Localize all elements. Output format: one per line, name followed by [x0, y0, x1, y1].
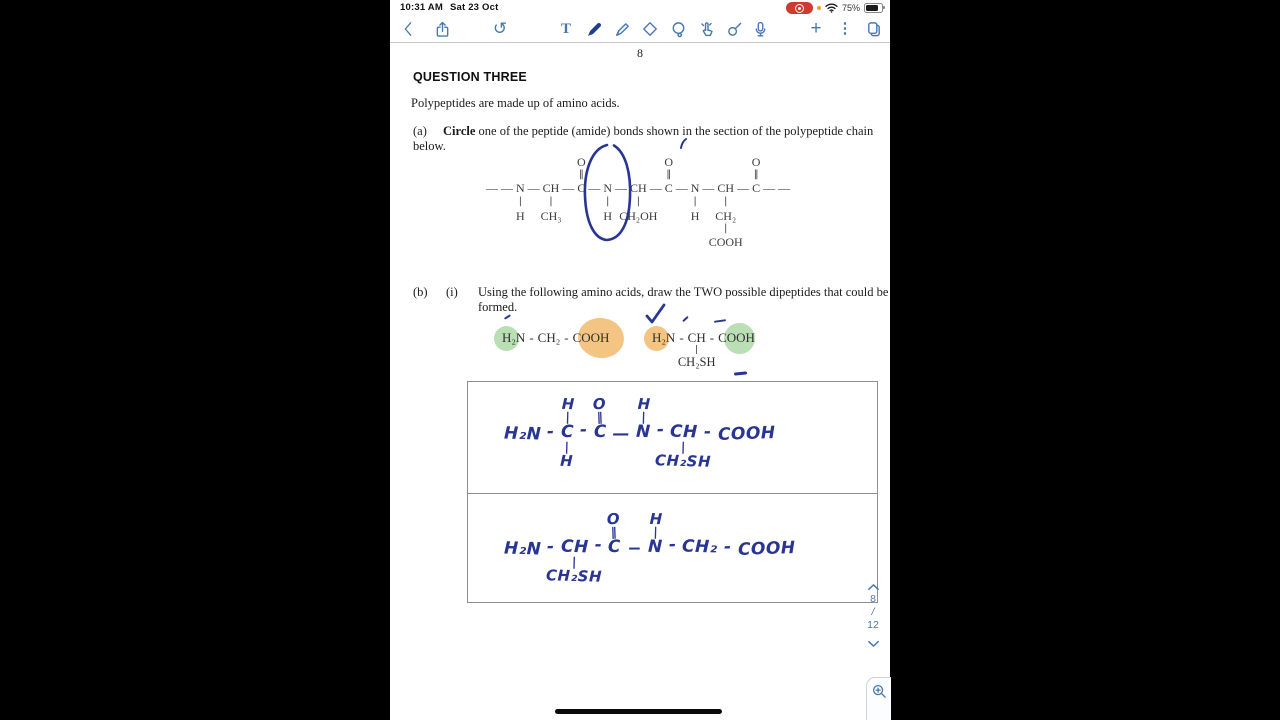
formula-unit	[504, 538, 542, 559]
bond-above: |	[565, 409, 571, 425]
atom-main: —	[501, 181, 513, 195]
atom-above: O	[606, 509, 621, 529]
undo-button[interactable]: ↺	[492, 19, 508, 38]
atom-below: H	[690, 209, 700, 223]
atom-main: N	[516, 181, 525, 195]
atom-below-2: COOH	[708, 235, 743, 249]
bond-below: |	[681, 439, 687, 455]
atom-above: H	[561, 394, 576, 414]
microphone-button[interactable]	[750, 18, 770, 40]
magnifier-plus-icon	[872, 684, 887, 699]
atom-main: —	[486, 181, 498, 195]
formula-unit	[717, 423, 775, 445]
atom-above: H	[637, 394, 651, 414]
formula-unit	[724, 537, 732, 557]
atom-main: —	[615, 181, 628, 195]
amino-acid-2-formula	[652, 330, 755, 369]
part-b-roman: (i)	[446, 285, 458, 299]
formula-unit	[501, 181, 513, 195]
bond-below: |	[636, 196, 640, 207]
highlighter-tool-button[interactable]	[612, 18, 632, 40]
lasso-tool-button[interactable]	[668, 18, 688, 40]
formula-unit	[664, 155, 674, 195]
atom-main: -	[704, 422, 712, 442]
bond-below: |	[695, 345, 699, 355]
amino-acid-1	[502, 330, 609, 346]
bond-above: |	[653, 524, 659, 540]
formula-unit	[710, 330, 714, 346]
atom-main: —	[562, 181, 575, 195]
status-indicators	[786, 2, 883, 14]
battery-percent: 75%	[841, 3, 860, 13]
atom-main: —	[588, 181, 601, 195]
formula-unit	[655, 421, 712, 471]
part-a-instruction	[413, 124, 883, 154]
formula-unit	[564, 330, 568, 346]
atom-main: —	[702, 181, 715, 195]
atom-main: -	[709, 330, 715, 345]
atom-above: H	[649, 509, 663, 529]
atom-below: CH₂	[715, 209, 737, 223]
formula-unit	[515, 181, 525, 223]
atom-above: O	[592, 394, 606, 414]
atom-main: CH	[542, 181, 560, 195]
atom-main: CH	[670, 421, 699, 443]
pointer-tool-button[interactable]	[696, 18, 716, 40]
formula-unit	[778, 181, 790, 195]
screen-recording-indicator[interactable]	[786, 2, 813, 14]
atom-main: COOH	[718, 330, 755, 345]
page-number: 8	[637, 46, 643, 60]
ink-tick-mark-small	[679, 138, 689, 150]
formula-unit	[588, 181, 600, 195]
page-navigator	[858, 583, 888, 648]
formula-unit	[529, 330, 533, 346]
formula-unit	[613, 424, 631, 444]
bond-above: ‖	[578, 169, 584, 180]
atom-main: -	[723, 537, 732, 557]
status-bar	[390, 0, 890, 16]
status-date: Sat 23 Oct	[449, 2, 499, 13]
more-options-button[interactable]: ⋮	[837, 20, 853, 37]
status-time: 10:31 AM	[400, 2, 443, 13]
atom-main: C	[664, 181, 673, 195]
amino-acid-2	[652, 330, 755, 369]
atom-main: CH	[687, 330, 706, 345]
atom-above: O	[577, 155, 586, 169]
formula-unit	[545, 536, 603, 586]
answer-box-1[interactable]	[467, 381, 878, 494]
bond-below: |	[549, 196, 553, 207]
bond-below: |	[564, 439, 570, 455]
formula-unit	[650, 181, 662, 195]
formula-unit	[737, 538, 795, 560]
formula-unit	[718, 330, 755, 346]
page-overview-button[interactable]	[864, 18, 884, 40]
question-heading: QUESTION THREE	[413, 70, 527, 84]
atom-below: CH₂SH	[545, 566, 603, 586]
atom-below: CH₂OH	[619, 209, 658, 223]
bond-below: |	[518, 196, 522, 207]
polypeptide-chain-structure	[486, 155, 791, 249]
page-slash: /	[871, 606, 875, 618]
bond-above: ‖	[595, 409, 603, 425]
add-page-button[interactable]: +	[810, 18, 822, 39]
formula-unit	[538, 330, 561, 346]
atom-main: CH	[560, 536, 589, 558]
formula-unit	[652, 330, 675, 346]
atom-main: —	[737, 181, 750, 195]
bond-below: |	[606, 196, 610, 207]
formula-unit	[547, 422, 555, 442]
bond-below: |	[724, 196, 728, 207]
formula-unit	[573, 330, 610, 346]
atom-main: C	[560, 421, 575, 443]
atom-main: H₂N	[503, 538, 542, 560]
formula-unit	[580, 420, 588, 440]
current-page-number: 8	[870, 593, 876, 605]
shapes-tool-button[interactable]	[640, 18, 660, 40]
atom-main: H₂N	[652, 330, 676, 345]
formula-unit	[577, 155, 586, 195]
atom-main: -	[564, 330, 569, 345]
pen-tool-button[interactable]	[584, 18, 604, 40]
atom-main: N	[690, 181, 700, 195]
atom-main: -	[579, 420, 588, 440]
atom-main: -	[594, 535, 603, 555]
atom-main: N	[635, 421, 652, 443]
atom-main: H₂N	[503, 423, 542, 445]
atom-below: H	[515, 209, 525, 223]
atom-main: COOH	[572, 330, 610, 345]
atom-below: H	[559, 451, 574, 471]
record-icon	[795, 4, 804, 13]
toolbar-divider	[390, 42, 890, 43]
formula-unit	[656, 420, 664, 440]
part-a-text: one of the peptide (amide) bonds shown in the section of the polypeptide chain below.	[413, 124, 874, 153]
toolbar	[390, 16, 890, 42]
formula-unit	[606, 509, 622, 558]
atom-main: -	[547, 421, 556, 443]
handwritten-dipeptide-1	[503, 394, 776, 471]
atom-main: CH	[630, 181, 647, 195]
atom-main: -	[529, 330, 534, 345]
atom-main: −	[627, 539, 642, 559]
part-b-line1: Using the following amino acids, draw the TWO possible dipeptides that could be	[478, 285, 889, 299]
share-button[interactable]	[432, 18, 452, 40]
bond-below: |	[571, 554, 578, 570]
formula-unit	[615, 181, 627, 195]
atom-above: O	[751, 155, 761, 169]
bond-below-2: |	[724, 223, 728, 234]
formula-unit	[486, 181, 498, 195]
formula-unit	[690, 181, 700, 223]
atom-main: C	[593, 421, 607, 443]
atom-main: C	[752, 181, 761, 195]
atom-main: -	[679, 330, 684, 345]
formula-unit	[559, 394, 576, 471]
chevron-up-icon[interactable]	[867, 583, 880, 591]
ink-checkmark	[644, 302, 668, 326]
part-a-keyword: Circle	[443, 124, 476, 138]
formula-unit	[619, 181, 658, 223]
atom-main: —	[649, 181, 662, 195]
bond-below: |	[693, 196, 697, 207]
home-indicator[interactable]	[555, 709, 722, 714]
formula-unit	[540, 181, 562, 223]
formula-unit	[592, 394, 607, 443]
atom-main: -	[547, 536, 556, 558]
atom-main: COOH	[717, 423, 776, 445]
atom-main: —	[763, 181, 776, 195]
bond-above: ‖	[753, 169, 759, 180]
formula-unit	[677, 330, 716, 369]
note-canvas[interactable]	[390, 0, 890, 720]
total-page-number: 12	[867, 619, 879, 631]
atom-main: N	[603, 181, 613, 195]
back-button[interactable]	[398, 18, 418, 40]
ink-dash-below	[734, 371, 747, 375]
answer-box-2[interactable]	[467, 492, 878, 603]
bond-above: ‖	[666, 169, 672, 180]
atom-above: O	[664, 155, 674, 169]
atom-main: CH₂	[537, 330, 561, 345]
atom-main: —	[675, 181, 688, 195]
formula-unit	[751, 155, 761, 195]
formula-unit	[595, 535, 603, 555]
formula-unit	[708, 181, 743, 249]
formula-unit	[547, 537, 555, 557]
formula-unit	[702, 181, 714, 195]
formula-unit	[647, 509, 663, 558]
battery-icon	[864, 3, 883, 14]
bond-above: ‖	[610, 524, 618, 540]
formula-unit	[668, 535, 676, 555]
formula-unit	[627, 539, 642, 559]
ink-dash-over-cooh	[714, 319, 726, 323]
microphone-in-use-dot	[817, 6, 821, 10]
handwritten-dipeptide-2	[503, 509, 796, 586]
atom-main: C	[607, 536, 622, 558]
atom-below: H	[603, 209, 613, 223]
atom-below: CH₃	[540, 209, 562, 223]
formula-unit	[562, 181, 574, 195]
atom-main: —	[527, 181, 540, 195]
status-time-date	[400, 2, 498, 13]
formula-unit	[763, 181, 775, 195]
laser-pointer-tool-button[interactable]	[724, 18, 744, 40]
bond-above: |	[641, 409, 647, 425]
part-b-label: (b)	[413, 285, 428, 299]
text-tool-button[interactable]: T	[560, 21, 571, 37]
atom-main: —	[778, 181, 791, 195]
formula-unit	[704, 422, 712, 442]
atom-main: CH₂	[682, 536, 719, 558]
chevron-down-icon[interactable]	[867, 640, 880, 648]
amino-acid-1-formula	[502, 330, 609, 346]
atom-below: CH₂SH	[677, 355, 716, 369]
formula-unit	[679, 330, 683, 346]
wifi-icon	[825, 3, 838, 13]
formula-unit	[603, 181, 613, 223]
ink-stray-mark	[504, 314, 511, 320]
atom-main: C	[577, 181, 586, 195]
atom-main: -	[668, 534, 677, 556]
intro-text: Polypeptides are made up of amino acids.	[411, 96, 620, 110]
atom-main: -	[656, 419, 665, 441]
part-b-line2: formed.	[478, 300, 518, 314]
zoom-tool-button[interactable]	[866, 677, 891, 720]
formula-unit	[502, 330, 525, 346]
formula-unit	[528, 181, 540, 195]
atom-main: N	[647, 536, 663, 558]
formula-unit	[504, 423, 542, 444]
atom-below: CH₂SH	[655, 451, 712, 471]
ink-accent-over-n	[682, 316, 689, 322]
atom-main: —	[612, 424, 630, 444]
formula-unit	[635, 394, 652, 443]
atom-main: COOH	[737, 538, 796, 560]
atom-main: CH	[717, 181, 735, 195]
formula-unit	[737, 181, 749, 195]
part-a-label: (a)	[413, 124, 427, 138]
formula-unit	[676, 181, 688, 195]
formula-unit	[682, 537, 718, 558]
atom-main: H₂N	[502, 330, 526, 345]
